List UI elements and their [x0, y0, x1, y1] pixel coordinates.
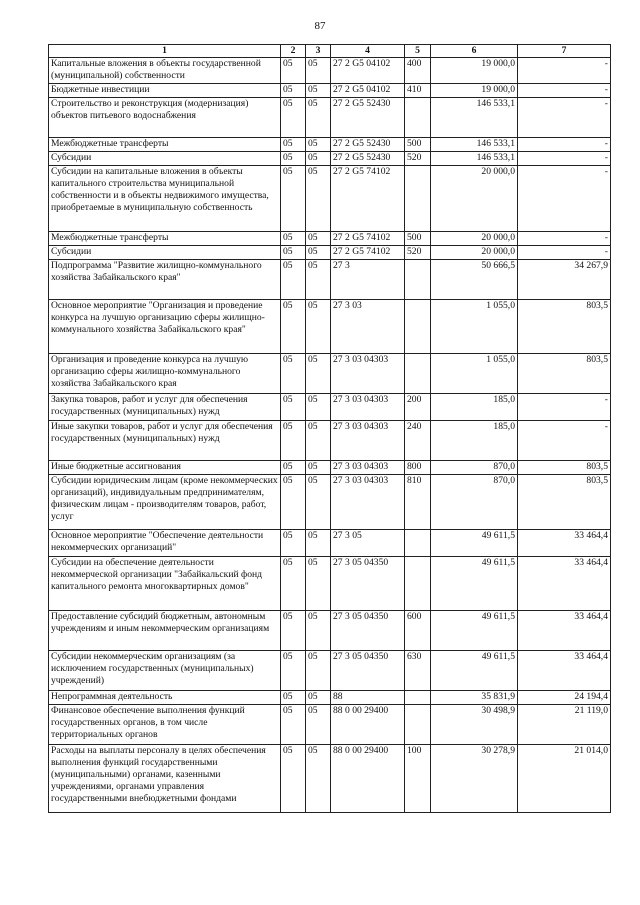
section-cell: 05	[281, 421, 306, 461]
row-name-cell: Субсидии некоммерческим организациям (за исключением государственных (муниципальных) учреждений)	[49, 651, 281, 691]
table-row	[49, 745, 611, 813]
section-cell: 05	[281, 651, 306, 691]
amount-year2-cell: -	[518, 152, 611, 166]
amount-year1-cell: 19 000,0	[431, 58, 518, 84]
header-cell: 7	[518, 45, 611, 58]
amount-year1-cell: 49 611,5	[431, 557, 518, 611]
row-name-cell: Межбюджетные трансферты	[49, 232, 281, 246]
table-row	[49, 611, 611, 651]
subsection-cell: 05	[306, 421, 331, 461]
expense-type-cell: 520	[405, 152, 431, 166]
table-row	[49, 98, 611, 138]
amount-year1-cell: 146 533,1	[431, 138, 518, 152]
subsection-cell: 05	[306, 354, 331, 394]
header-cell: 6	[431, 45, 518, 58]
amount-year2-cell: 33 464,4	[518, 651, 611, 691]
subsection-cell: 05	[306, 557, 331, 611]
expense-type-cell	[405, 98, 431, 138]
header-cell: 3	[306, 45, 331, 58]
expense-type-cell: 100	[405, 745, 431, 813]
expense-type-cell: 200	[405, 394, 431, 421]
table-row	[49, 152, 611, 166]
target-code-cell: 27 3 05 04350	[331, 611, 405, 651]
target-code-cell: 88 0 00 29400	[331, 705, 405, 745]
row-name-cell: Финансовое обеспечение выполнения функций государственных органов, в том числе территориальных органов	[49, 705, 281, 745]
amount-year1-cell: 20 000,0	[431, 166, 518, 232]
target-code-cell: 27 2 G5 74102	[331, 232, 405, 246]
amount-year1-cell: 35 831,9	[431, 691, 518, 705]
amount-year2-cell: 24 194,4	[518, 691, 611, 705]
target-code-cell: 27 3 05	[331, 530, 405, 557]
target-code-cell: 27 3 03 04303	[331, 421, 405, 461]
section-cell: 05	[281, 475, 306, 530]
row-name-cell: Субсидии на обеспечение деятельности некоммерческой организации "Забайкальский фонд капитального ремонта многоквартирных домов"	[49, 557, 281, 611]
section-cell: 05	[281, 260, 306, 300]
amount-year1-cell: 1 055,0	[431, 354, 518, 394]
row-name-cell: Непрограммная деятельность	[49, 691, 281, 705]
amount-year2-cell: -	[518, 246, 611, 260]
header-row	[49, 45, 611, 58]
target-code-cell: 27 2 G5 04102	[331, 84, 405, 98]
amount-year2-cell: 803,5	[518, 475, 611, 530]
amount-year1-cell: 1 055,0	[431, 300, 518, 354]
section-cell: 05	[281, 300, 306, 354]
amount-year2-cell: 21 014,0	[518, 745, 611, 813]
row-name-cell: Субсидии	[49, 152, 281, 166]
subsection-cell: 05	[306, 246, 331, 260]
amount-year1-cell: 146 533,1	[431, 152, 518, 166]
target-code-cell: 27 2 G5 52430	[331, 138, 405, 152]
row-name-cell: Субсидии на капитальные вложения в объекты капитального строительства муниципальной собственности и в объекты недвижимого имущества, приобретаемые в муниципальную собственность	[49, 166, 281, 232]
amount-year2-cell: -	[518, 138, 611, 152]
subsection-cell: 05	[306, 166, 331, 232]
expense-type-cell: 520	[405, 246, 431, 260]
expense-type-cell: 240	[405, 421, 431, 461]
target-code-cell: 27 3 03 04303	[331, 394, 405, 421]
section-cell: 05	[281, 691, 306, 705]
amount-year1-cell: 49 611,5	[431, 651, 518, 691]
row-name-cell: Иные закупки товаров, работ и услуг для обеспечения государственных (муниципальных) нужд	[49, 421, 281, 461]
amount-year2-cell: 21 119,0	[518, 705, 611, 745]
target-code-cell: 88 0 00 29400	[331, 745, 405, 813]
target-code-cell: 27 3 03 04303	[331, 354, 405, 394]
amount-year2-cell: -	[518, 232, 611, 246]
amount-year1-cell: 146 533,1	[431, 98, 518, 138]
expense-type-cell: 410	[405, 84, 431, 98]
table-row	[49, 246, 611, 260]
expense-type-cell	[405, 557, 431, 611]
section-cell: 05	[281, 166, 306, 232]
header-cell: 5	[405, 45, 431, 58]
expense-type-cell: 810	[405, 475, 431, 530]
table-row	[49, 58, 611, 84]
table-row	[49, 166, 611, 232]
section-cell: 05	[281, 84, 306, 98]
section-cell: 05	[281, 232, 306, 246]
target-code-cell: 27 2 G5 04102	[331, 58, 405, 84]
table-row	[49, 461, 611, 475]
section-cell: 05	[281, 461, 306, 475]
expense-type-cell: 400	[405, 58, 431, 84]
row-name-cell: Организация и проведение конкурса на лучшую организацию сферы жилищно-коммунального хозяйства Забайкальского края	[49, 354, 281, 394]
row-name-cell: Строительство и реконструкция (модернизация) объектов питьевого водоснабжения	[49, 98, 281, 138]
expense-type-cell	[405, 300, 431, 354]
expense-type-cell	[405, 691, 431, 705]
target-code-cell: 27 3 05 04350	[331, 651, 405, 691]
amount-year2-cell: -	[518, 98, 611, 138]
table-row	[49, 475, 611, 530]
target-code-cell: 27 3 03 04303	[331, 475, 405, 530]
amount-year1-cell: 20 000,0	[431, 232, 518, 246]
amount-year1-cell: 185,0	[431, 421, 518, 461]
section-cell: 05	[281, 557, 306, 611]
expense-type-cell: 630	[405, 651, 431, 691]
table-row	[49, 557, 611, 611]
header-cell: 2	[281, 45, 306, 58]
target-code-cell: 27 2 G5 74102	[331, 246, 405, 260]
subsection-cell: 05	[306, 745, 331, 813]
table-row	[49, 530, 611, 557]
page-number: 87	[314, 20, 326, 32]
section-cell: 05	[281, 138, 306, 152]
section-cell: 05	[281, 354, 306, 394]
section-cell: 05	[281, 394, 306, 421]
target-code-cell: 27 3 03 04303	[331, 461, 405, 475]
amount-year1-cell: 19 000,0	[431, 84, 518, 98]
amount-year1-cell: 30 278,9	[431, 745, 518, 813]
amount-year1-cell: 49 611,5	[431, 530, 518, 557]
subsection-cell: 05	[306, 138, 331, 152]
table-row	[49, 421, 611, 461]
section-cell: 05	[281, 611, 306, 651]
amount-year2-cell: -	[518, 166, 611, 232]
target-code-cell: 27 2 G5 52430	[331, 152, 405, 166]
subsection-cell: 05	[306, 651, 331, 691]
header-cell: 1	[49, 45, 281, 58]
row-name-cell: Межбюджетные трансферты	[49, 138, 281, 152]
expense-type-cell: 600	[405, 611, 431, 651]
amount-year2-cell: -	[518, 84, 611, 98]
target-code-cell: 88	[331, 691, 405, 705]
expense-type-cell: 800	[405, 461, 431, 475]
row-name-cell: Бюджетные инвестиции	[49, 84, 281, 98]
section-cell: 05	[281, 745, 306, 813]
row-name-cell: Расходы на выплаты персоналу в целях обеспечения выполнения функций государственными (муниципальными) органами, казенными учреждениями, органами управления государственными внебюджетными фондами	[49, 745, 281, 813]
table-row	[49, 232, 611, 246]
row-name-cell: Основное мероприятие "Организация и проведение конкурса на лучшую организацию сферы жилищно-коммунального хозяйства Забайкальского края"	[49, 300, 281, 354]
subsection-cell: 05	[306, 461, 331, 475]
amount-year1-cell: 20 000,0	[431, 246, 518, 260]
target-code-cell: 27 2 G5 74102	[331, 166, 405, 232]
target-code-cell: 27 3 03	[331, 300, 405, 354]
amount-year2-cell: 33 464,4	[518, 530, 611, 557]
table-row	[49, 260, 611, 300]
subsection-cell: 05	[306, 705, 331, 745]
header-cell: 4	[331, 45, 405, 58]
row-name-cell: Подпрограмма "Развитие жилищно-коммунального хозяйства Забайкальского края"	[49, 260, 281, 300]
expense-type-cell	[405, 705, 431, 745]
table-row	[49, 705, 611, 745]
table-row	[49, 84, 611, 98]
target-code-cell: 27 2 G5 52430	[331, 98, 405, 138]
subsection-cell: 05	[306, 530, 331, 557]
section-cell: 05	[281, 705, 306, 745]
amount-year2-cell: 33 464,4	[518, 611, 611, 651]
amount-year2-cell: 803,5	[518, 300, 611, 354]
subsection-cell: 05	[306, 691, 331, 705]
expense-type-cell	[405, 530, 431, 557]
amount-year1-cell: 50 666,5	[431, 260, 518, 300]
row-name-cell: Капитальные вложения в объекты государственной (муниципальной) собственности	[49, 58, 281, 84]
table-row	[49, 354, 611, 394]
table-row	[49, 138, 611, 152]
table-row	[49, 651, 611, 691]
section-cell: 05	[281, 58, 306, 84]
amount-year1-cell: 185,0	[431, 394, 518, 421]
section-cell: 05	[281, 246, 306, 260]
amount-year2-cell: -	[518, 394, 611, 421]
amount-year2-cell: 803,5	[518, 461, 611, 475]
row-name-cell: Субсидии	[49, 246, 281, 260]
section-cell: 05	[281, 530, 306, 557]
subsection-cell: 05	[306, 152, 331, 166]
amount-year1-cell: 870,0	[431, 475, 518, 530]
amount-year1-cell: 30 498,9	[431, 705, 518, 745]
amount-year1-cell: 870,0	[431, 461, 518, 475]
subsection-cell: 05	[306, 611, 331, 651]
row-name-cell: Закупка товаров, работ и услуг для обеспечения государственных (муниципальных) нужд	[49, 394, 281, 421]
row-name-cell: Предоставление субсидий бюджетным, автономным учреждениям и иным некоммерческим организациям	[49, 611, 281, 651]
expense-type-cell	[405, 354, 431, 394]
subsection-cell: 05	[306, 84, 331, 98]
subsection-cell: 05	[306, 232, 331, 246]
target-code-cell: 27 3 05 04350	[331, 557, 405, 611]
expense-type-cell	[405, 166, 431, 232]
subsection-cell: 05	[306, 98, 331, 138]
amount-year2-cell: 33 464,4	[518, 557, 611, 611]
budget-table	[48, 44, 611, 813]
target-code-cell: 27 3	[331, 260, 405, 300]
amount-year2-cell: 803,5	[518, 354, 611, 394]
amount-year2-cell: -	[518, 58, 611, 84]
subsection-cell: 05	[306, 300, 331, 354]
expense-type-cell: 500	[405, 138, 431, 152]
subsection-cell: 05	[306, 260, 331, 300]
expense-type-cell	[405, 260, 431, 300]
section-cell: 05	[281, 98, 306, 138]
amount-year2-cell: 34 267,9	[518, 260, 611, 300]
section-cell: 05	[281, 152, 306, 166]
amount-year2-cell: -	[518, 421, 611, 461]
subsection-cell: 05	[306, 475, 331, 530]
subsection-cell: 05	[306, 58, 331, 84]
row-name-cell: Иные бюджетные ассигнования	[49, 461, 281, 475]
expense-type-cell: 500	[405, 232, 431, 246]
row-name-cell: Субсидии юридическим лицам (кроме некоммерческих организаций), индивидуальным предпринимателям, физическим лицам - производителям товаров, работ, услуг	[49, 475, 281, 530]
table-row	[49, 691, 611, 705]
table-row	[49, 300, 611, 354]
table-row	[49, 394, 611, 421]
subsection-cell: 05	[306, 394, 331, 421]
row-name-cell: Основное мероприятие "Обеспечение деятельности некоммерческих организаций"	[49, 530, 281, 557]
amount-year1-cell: 49 611,5	[431, 611, 518, 651]
